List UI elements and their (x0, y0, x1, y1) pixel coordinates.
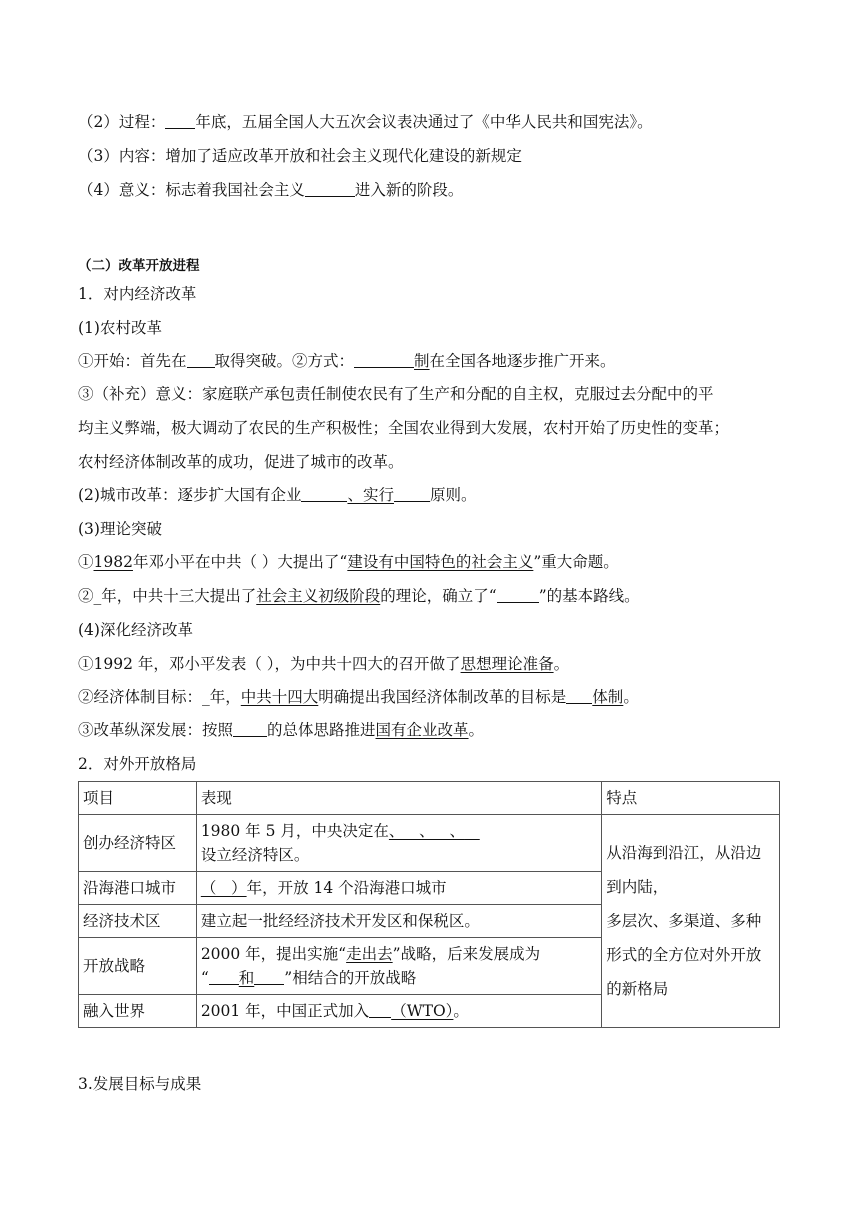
deepen-line-1 (78, 654, 569, 674)
text: 。 (468, 721, 485, 739)
text: ②_年，中共十三大提出了 (78, 587, 257, 605)
paragraph-line: 农村经济体制改革的成功，促进了城市的改革。 (78, 453, 404, 471)
subsection-title: (4)深化经济改革 (78, 621, 193, 639)
fill-blank[interactable] (354, 351, 414, 368)
table-cell-item: 融入世界 (79, 995, 197, 1028)
rural-start-line (78, 351, 616, 371)
text: 进入新的阶段。 (354, 181, 464, 199)
fill-blank[interactable] (233, 720, 267, 737)
table-cell-perf (196, 872, 601, 905)
text: 思想理论准备 (460, 655, 554, 673)
text: 体制 (592, 688, 624, 706)
text: 2001 年，中国正式加入 (200, 1002, 370, 1020)
fill-blank[interactable] (566, 687, 592, 704)
text: 国有企业改革 (375, 721, 469, 739)
text: 走出去 (346, 945, 393, 963)
text: ”战略，后来发展成为 (392, 945, 541, 963)
text: 1982 (93, 553, 133, 571)
section-title: 3.发展目标与成果 (78, 1075, 202, 1093)
fill-blank[interactable]: 、 、 、 (388, 822, 465, 840)
text: 年底，五届全国人大五次会议表决通过了《中华人民共和国宪法》。 (195, 113, 653, 131)
table-header-row (79, 782, 780, 815)
fill-blank[interactable] (497, 586, 539, 603)
fill-blank[interactable] (187, 351, 215, 368)
text: “ (200, 969, 209, 987)
table-cell-item: 沿海港口城市 (79, 872, 197, 905)
text: 从沿海到沿江，从沿边到内陆， (606, 844, 762, 896)
table-cell-perf (196, 938, 601, 995)
paragraph-line: ③（补充）意义：家庭联产承包责任制使农民有了生产和分配的自主权，克服过去分配中的平 (78, 385, 714, 403)
text: 社会主义初级阶段 (256, 587, 381, 605)
urban-reform-line (78, 485, 477, 505)
text: 年邓小平在中共（ ）大提出了“ (132, 553, 348, 571)
table-header: 表现 (196, 782, 601, 815)
deepen-line-2 (78, 687, 639, 707)
table-cell-item: 经济技术区 (79, 905, 197, 938)
text: 年，开放 14 个沿海港口城市 (246, 879, 447, 897)
deepen-line-3 (78, 720, 484, 740)
meaning-line (78, 180, 463, 200)
text: (2)城市改革：逐步扩大国有企业 (78, 486, 302, 504)
text: （2）过程： (78, 113, 166, 131)
fill-blank[interactable] (209, 968, 239, 985)
content-line: （3）内容：增加了适应改革开放和社会主义现代化建设的新规定 (78, 147, 522, 165)
text: 。 (453, 1002, 469, 1020)
fill-blank[interactable] (465, 822, 480, 840)
text: 多层次、多渠道、多种形式的全方位对外开放的新格局 (606, 912, 762, 998)
text: 设立经济特区。 (200, 846, 310, 864)
text: 在全国各地逐步推广开来。 (429, 352, 616, 370)
fill-blank[interactable] (254, 968, 284, 985)
text: （4）意义：标志着我国社会主义 (78, 181, 305, 199)
table-header: 特点 (602, 782, 780, 815)
subsection-title: (3)理论突破 (78, 520, 162, 538)
text: 建设有中国特色的社会主义 (347, 553, 534, 571)
text: 原则。 (429, 486, 477, 504)
table-cell-perf (196, 815, 601, 872)
table-cell-perf: 建立起一批经经济技术开发区和保税区。 (196, 905, 601, 938)
text: 、实行 (347, 486, 394, 504)
section-title: 1．对内经济改革 (78, 285, 197, 303)
text: 和 (238, 969, 255, 987)
fill-blank[interactable] (301, 485, 347, 502)
text: ①1992 年，邓小平发表（ ），为中共十四大的召开做了 (78, 655, 461, 673)
fill-blank[interactable] (165, 112, 195, 129)
text: 的总体思路推进 (267, 721, 376, 739)
fill-blank[interactable] (394, 485, 430, 502)
text: 取得突破。②方式： (214, 352, 355, 370)
text: ① (78, 553, 94, 571)
table-cell-item: 开放战略 (79, 938, 197, 995)
text: 2000 年，提出实施“ (200, 945, 347, 963)
table-header: 项目 (79, 782, 197, 815)
text: 1980 年 5 月，中央决定在 (200, 822, 389, 840)
section-heading: （二）改革开放进程 (78, 258, 200, 274)
text: 。 (553, 655, 570, 673)
opening-table (78, 781, 780, 1028)
text: （WTO） (391, 1002, 454, 1020)
text: 。 (623, 688, 639, 706)
section-title: 2．对外开放格局 (78, 755, 197, 773)
text: ”重大命题。 (533, 553, 619, 571)
text: ①开始：首先在 (78, 352, 187, 370)
fill-blank[interactable] (369, 1001, 391, 1018)
text: ②经济体制目标：_年， (78, 688, 241, 706)
fill-blank[interactable]: （ ） (200, 879, 247, 897)
table-cell-feature (602, 815, 780, 1028)
text: 的理论，确立了“ (380, 587, 497, 605)
fill-blank[interactable] (305, 180, 355, 197)
table-cell-perf (196, 995, 601, 1028)
text: ③改革纵深发展：按照 (78, 721, 234, 739)
theory-line-2 (78, 586, 640, 606)
text: 制 (414, 352, 430, 370)
text: ”相结合的开放战略 (284, 969, 417, 987)
table-row (79, 815, 780, 872)
theory-line-1 (78, 552, 619, 572)
text: 中共十四大 (240, 688, 319, 706)
table-cell-item: 创办经济特区 (79, 815, 197, 872)
text: 明确提出我国经济体制改革的目标是 (318, 688, 567, 706)
text: ”的基本路线。 (538, 587, 640, 605)
process-line (78, 112, 653, 132)
subsection-title: (1)农村改革 (78, 319, 162, 337)
paragraph-line: 均主义弊端，极大调动了农民的生产积极性；全国农业得到大发展，农村开始了历史性的变革； (78, 419, 730, 437)
